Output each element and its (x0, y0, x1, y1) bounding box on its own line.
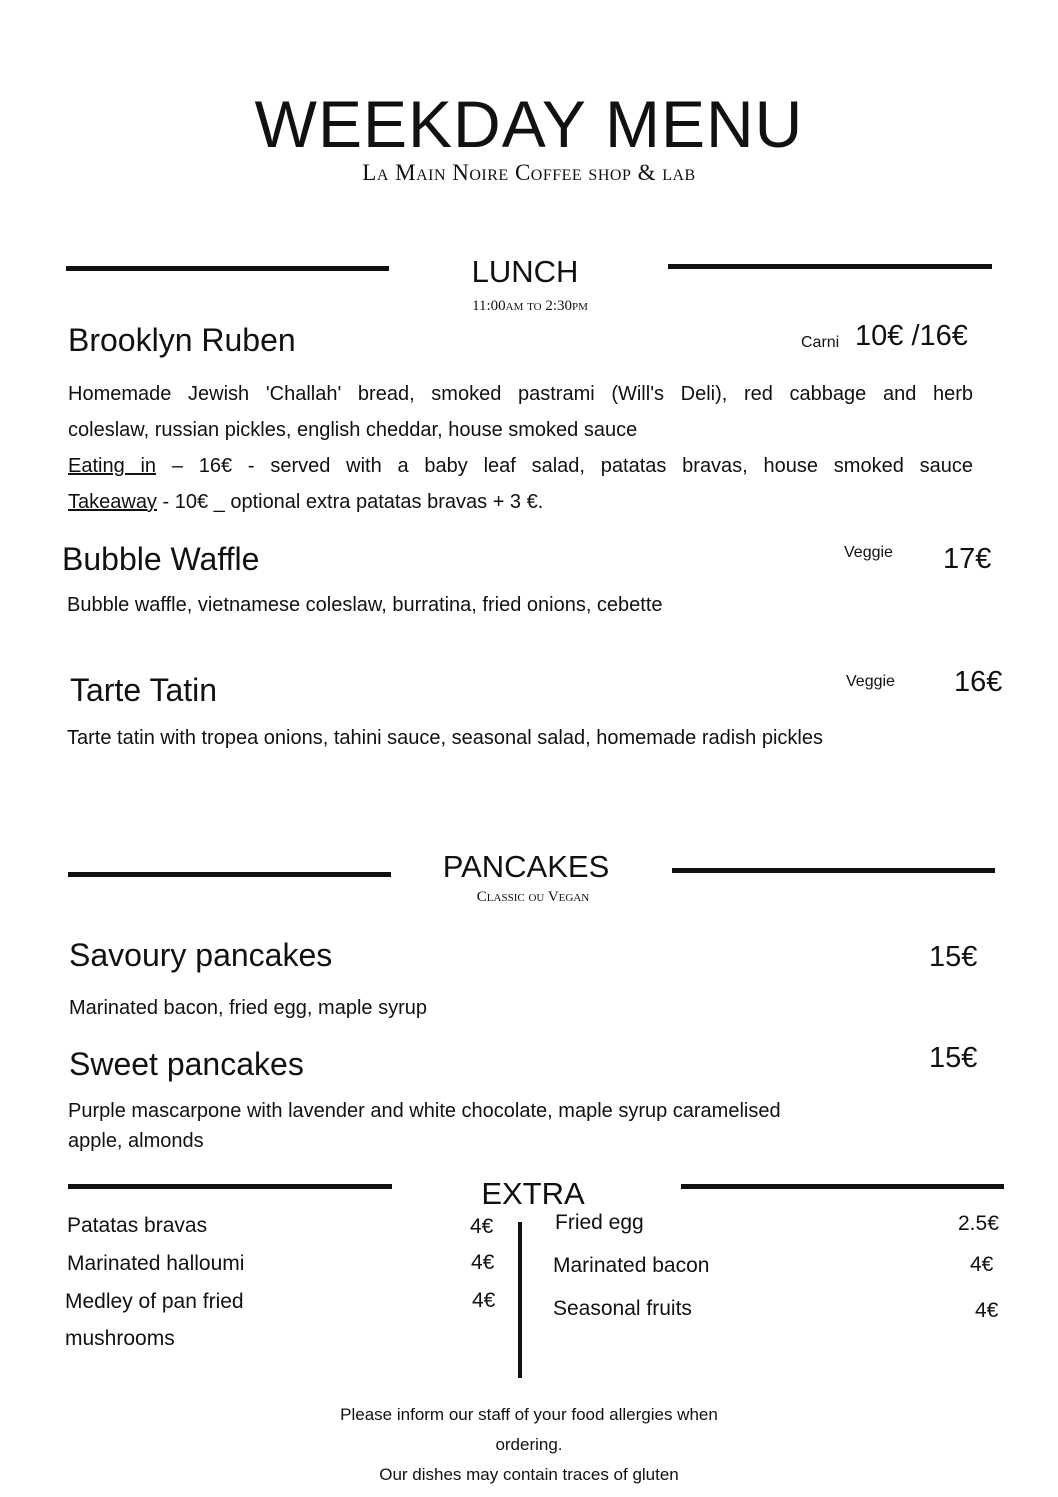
dish-description: Bubble waffle, vietnamese coleslaw, burratina, fried onions, cebette (67, 594, 663, 616)
extra-item-name: Seasonal fruits (553, 1297, 692, 1320)
extra-item-price: 4€ (975, 1299, 999, 1322)
dish-price: 17€ (943, 543, 992, 575)
takeaway-label: Takeaway (68, 491, 157, 513)
dish-description: Marinated bacon, fried egg, maple syrup (69, 997, 427, 1019)
extra-item-price: 4€ (470, 1215, 494, 1238)
eat-in-text: – 16€ - served with a baby leaf salad, patatas bravas, house smoked sauce (156, 455, 973, 477)
description-line: Homemade Jewish 'Challah' bread, smoked pastrami (Will's Deli), red cabbage and herb (68, 383, 973, 405)
gluten-notice: Our dishes may contain traces of gluten (379, 1465, 679, 1484)
eat-in-line (68, 448, 973, 484)
page-subtitle: La Main Noire Coffee shop & lab (362, 160, 696, 185)
diet-tag: Veggie (844, 544, 893, 561)
eat-in-label: Eating in (68, 455, 157, 477)
pancakes-section-title: PANCAKES (442, 849, 610, 884)
description-line: coleslaw, russian pickles, english cheddar, house smoked sauce (68, 419, 638, 441)
extra-item-name: Marinated bacon (553, 1254, 710, 1277)
extra-divider-left (68, 1184, 392, 1189)
page-title: WEEKDAY MENU (254, 87, 804, 161)
dish-description: Tarte tatin with tropea onions, tahini sauce, seasonal salad, homemade radish pickles (67, 727, 823, 749)
extra-item-price: 4€ (472, 1289, 496, 1312)
pancakes-divider-right (672, 868, 995, 873)
dish-price: 16€ (954, 666, 1003, 698)
extra-section-title: EXTRA (481, 1176, 585, 1211)
extra-item-price: 4€ (471, 1251, 495, 1274)
lunch-hours: 11:00am to 2:30pm (472, 298, 588, 314)
takeaway-line (68, 484, 973, 520)
allergy-notice: ordering. (495, 1435, 563, 1454)
dish-name: Sweet pancakes (69, 1046, 304, 1082)
extra-item-name: Marinated halloumi (67, 1252, 245, 1275)
lunch-section-title: LUNCH (471, 254, 579, 289)
diet-tag: Carni (801, 334, 840, 351)
extra-column-divider (518, 1222, 522, 1378)
extra-item-name: Patatas bravas (67, 1214, 208, 1237)
extra-item-name: Medley of pan fried (65, 1290, 244, 1313)
pancakes-note: Classic ou Vegan (476, 889, 590, 905)
dish-price: 15€ (929, 941, 978, 973)
lunch-divider-right (668, 264, 992, 269)
lunch-divider-left (66, 266, 389, 271)
takeaway-text: - 10€ _ optional extra patatas bravas + 3 €. (156, 491, 544, 513)
dish-name: Savoury pancakes (69, 937, 333, 973)
extra-item-name: mushrooms (65, 1327, 175, 1350)
dish-name: Brooklyn Ruben (68, 322, 296, 358)
extra-item-name: Fried egg (555, 1211, 644, 1234)
dish-name: Tarte Tatin (70, 672, 218, 708)
extra-item-price: 4€ (970, 1253, 994, 1276)
dish-description-line: apple, almonds (68, 1130, 204, 1152)
dish-name: Bubble Waffle (62, 541, 260, 577)
dish-price: 10€ /16€ (855, 320, 968, 352)
extra-item-price: 2.5€ (958, 1212, 999, 1235)
dish-description-line: Purple mascarpone with lavender and white chocolate, maple syrup caramelised (68, 1100, 781, 1122)
extra-divider-right (681, 1184, 1004, 1189)
pancakes-divider-left (68, 872, 391, 877)
diet-tag: Veggie (846, 673, 895, 690)
allergy-notice: Please inform our staff of your food allergies when (340, 1405, 718, 1424)
dish-description (68, 376, 973, 520)
dish-price: 15€ (929, 1042, 978, 1074)
